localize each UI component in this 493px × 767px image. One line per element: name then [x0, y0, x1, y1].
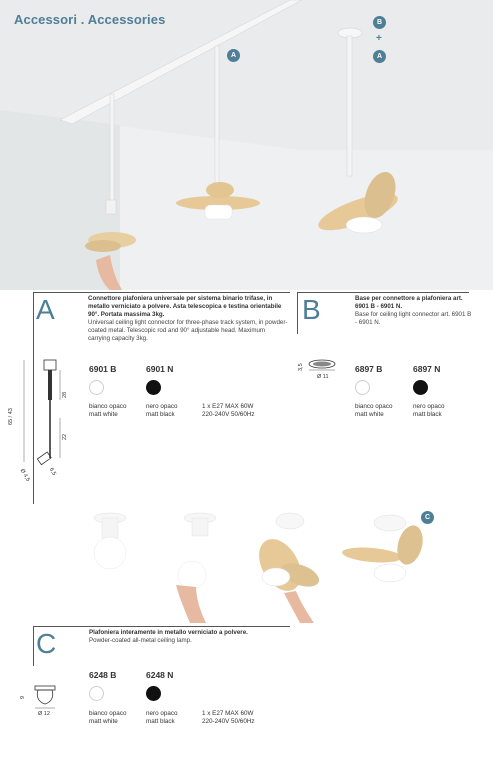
code-6248-b: 6248 B: [89, 670, 117, 680]
ceiling-lamp-steps-illustration: [0, 505, 493, 623]
dim-22: 22: [62, 433, 68, 440]
top-product-photo: [0, 0, 493, 290]
middle-product-photo: [0, 505, 493, 623]
page-title: Accessori . Accessories: [14, 12, 166, 27]
swatch-white-a: [89, 380, 104, 395]
spec-c: 1 x E27 MAX 60W 220-240V 50/60Hz: [202, 710, 255, 725]
dim-diameter-4-5: Ø 4,5: [18, 468, 31, 483]
section-b-letter: B: [302, 294, 321, 325]
track-lights-illustration: [0, 0, 493, 290]
badge-a-right: A: [373, 50, 386, 63]
code-6897-b: 6897 B: [355, 364, 383, 374]
code-6901-n: 6901 N: [146, 364, 174, 374]
label-white-a: bianco opaco matt white: [89, 403, 127, 418]
dim-height-a: 65 / 43: [8, 408, 14, 425]
dim-c-height: 9: [20, 695, 26, 699]
label-black-b: nero opaco matt black: [413, 403, 445, 418]
section-c-divider: [33, 626, 290, 627]
swatch-white-b: [355, 380, 370, 395]
section-c-technical-drawing: [30, 684, 60, 710]
swatch-white-c: [89, 686, 104, 701]
section-c-description: Plafoniera interamente in metallo verniciato a polvere. Powder-coated all-metal ceiling lamp.: [89, 629, 248, 644]
section-b-divider: [297, 292, 469, 293]
swatch-black-a: [146, 380, 161, 395]
code-6901-b: 6901 B: [89, 364, 117, 374]
dim-6-5: 6,5: [47, 467, 57, 477]
label-black-c: nero opaco matt black: [146, 710, 178, 725]
spec-a: 1 x E27 MAX 60W 220-240V 50/60Hz: [202, 403, 255, 418]
section-a-letter: A: [36, 294, 55, 325]
dim-b-height: 3,5: [298, 363, 304, 371]
section-a-divider: [33, 292, 290, 293]
section-b-vline: [297, 292, 298, 334]
section-b-description: Base per connettore a plafoniera art. 6901 B - 6901 N. Base for ceiling light connector art. 6901 B - 6901 N.: [355, 295, 472, 326]
code-6248-n: 6248 N: [146, 670, 174, 680]
label-white-b: bianco opaco matt white: [355, 403, 393, 418]
swatch-black-b: [413, 380, 428, 395]
dim-c-diameter: Ø 12: [38, 711, 50, 717]
section-c-vline: [33, 626, 34, 666]
badge-b: B: [373, 16, 386, 29]
plus-sign: +: [376, 33, 382, 44]
label-black-a: nero opaco matt black: [146, 403, 178, 418]
code-6897-n: 6897 N: [413, 364, 441, 374]
label-white-c: bianco opaco matt white: [89, 710, 127, 725]
section-c-letter: C: [36, 628, 57, 659]
badge-c: C: [421, 511, 434, 524]
dim-b-diameter: Ø 11: [317, 374, 329, 380]
section-a-description: Connettore plafoniera universale per sistema binario trifase, in metallo verniciato a polvere. Asta telescopica e testina orientabile 90°. Portata massima 3kg. Universal ceiling light connector for three-phase track system, in powder-coated metal. Telescopic rod and 90° adjustable head. Maximum carrying capacity 3kg.: [88, 295, 288, 342]
swatch-black-c: [146, 686, 161, 701]
dim-28: 28: [62, 391, 68, 398]
badge-a-mid: A: [227, 49, 240, 62]
